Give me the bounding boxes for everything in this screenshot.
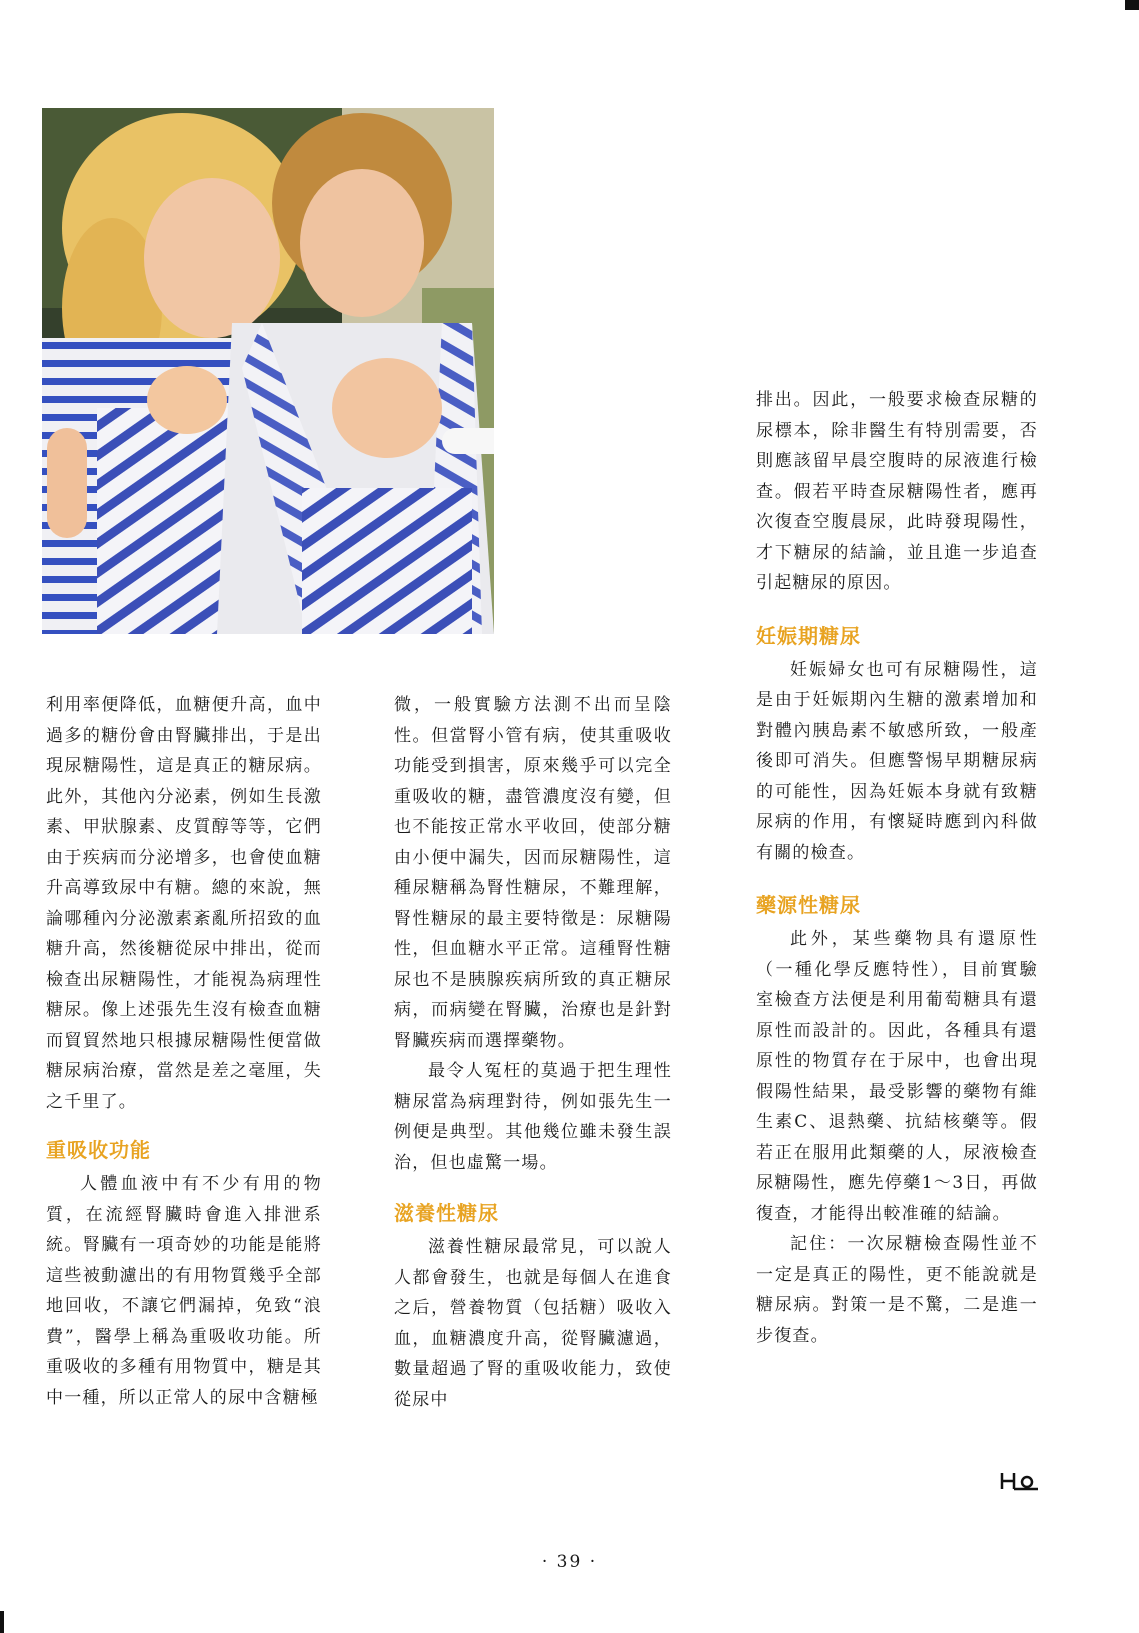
corner-scan-mark [1125, 0, 1139, 10]
heading-drug-induced-glycosuria: 藥源性糖尿 [756, 893, 861, 917]
author-signature-icon [1000, 1470, 1040, 1492]
heading-reabsorption: 重吸收功能 [46, 1138, 151, 1162]
column-1 [46, 690, 322, 1413]
col2-paragraph-1: 微，一般實驗方法測不出而呈陰性。但當腎小管有病，使其重吸收功能受到損害，原來幾乎可以完全重吸收的糖，盡管濃度沒有變，但也不能按正常水平收回，使部分糖由小便中漏失，因而尿糖陽性，這種尿糖稱為腎性糖尿，不難理解，腎性糖尿的最主要特徵是：尿糖陽性，但血糖水平正常。這種腎性糖尿也不是胰腺疾病所致的真正糖尿病，而病變在腎臟，治療也是針對腎臟疾病而選擇藥物。 [394, 695, 672, 1051]
heading-pregnancy-glycosuria: 妊娠期糖尿 [756, 623, 861, 648]
col2-paragraph-3: 滋養性糖尿最常見，可以說人人都會發生，也就是每個人在進食之后，營養物質（包括糖）吸收入血，血糖濃度升高，從腎臟濾過，數量超過了腎的重吸收能力，致使從尿中 [394, 1237, 672, 1410]
col1-paragraph-2: 人體血液中有不少有用的物質，在流經腎臟時會進入排泄系統。腎臟有一項奇妙的功能是能將這些被動濾出的有用物質幾乎全部地回收，不讓它們漏掉，免致“浪費”，醫學上稱為重吸收功能。所重吸收的多種有用物質中，糖是其中一種，所以正常人的尿中含糖極 [46, 1174, 322, 1408]
heading-nutritional-glycosuria: 滋養性糖尿 [394, 1201, 499, 1225]
page-number: · 39 · [541, 1552, 598, 1572]
scan-edge-mark [0, 1611, 4, 1633]
col3-paragraph-3: 此外，某些藥物具有還原性（一種化學反應特性），目前實驗室檢查方法便是利用葡萄糖具有還原性而設計的。因此，各種具有還原性的物質存在于尿中，也會出現假陽性結果，最受影響的藥物有維生素C、退熱藥、抗結核藥等。假若正在服用此類藥的人，尿液檢查尿糖陽性，應先停藥1～3日，再做復查，才能得出較准確的結論。 [756, 929, 1038, 1224]
column-3 [756, 385, 1038, 1351]
photo-illustration [42, 108, 494, 634]
col3-paragraph-4: 記住：一次尿糖檢查陽性並不一定是真正的陽性，更不能說就是糖尿病。對策一是不驚，二是進一步復查。 [756, 1234, 1038, 1346]
col1-paragraph-1: 利用率便降低，血糖便升高，血中過多的糖份會由腎臟排出，于是出現尿糖陽性，這是真正的糖尿病。此外，其他內分泌素，例如生長激素、甲狀腺素、皮質醇等等，它們由于疾病而分泌增多，也會使血糖升高導致尿中有糖。總的來說，無論哪種內分泌激素紊亂所招致的血糖升高，然後糖從尿中排出，從而檢查出尿糖陽性，才能視為病理性糖尿。像上述張先生沒有檢查血糖而貿貿然地只根據尿糖陽性便當做糖尿病治療，當然是差之毫厘，失之千里了。 [46, 695, 322, 1112]
col2-paragraph-2: 最令人冤枉的莫過于把生理性糖尿當為病理對待，例如張先生一例便是典型。其他幾位雖未發生誤治，但也虛驚一場。 [394, 1061, 672, 1173]
col3-paragraph-2: 妊娠婦女也可有尿糖陽性，這是由于妊娠期內生糖的激素增加和對體內胰島素不敏感所致，一般產後即可消失。但應警惕早期糖尿病的可能性，因為妊娠本身就有致糖尿病的作用，有懷疑時應到內科做有關的檢查。 [756, 659, 1038, 863]
col3-paragraph-1: 排出。因此，一般要求檢查尿糖的尿標本，除非醫生有特別需要，否則應該留早晨空腹時的尿液進行檢查。假若平時查尿糖陽性者，應再次復查空腹晨尿，此時發現陽性，才下糖尿的結論，並且進一步追查引起糖尿的原因。 [756, 390, 1038, 593]
column-2 [394, 690, 672, 1415]
photo-mothers-with-babies [42, 108, 494, 634]
